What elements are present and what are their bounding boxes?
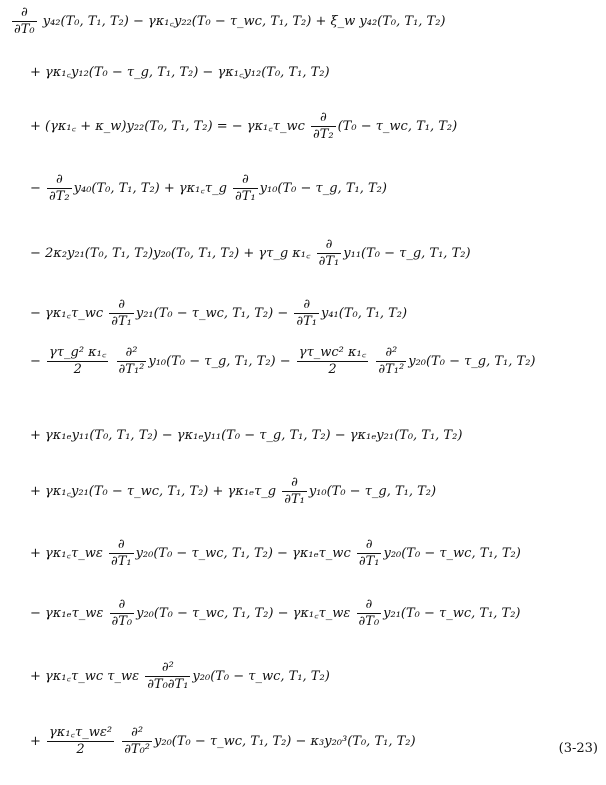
fraction-numerator: ∂ bbox=[109, 537, 134, 554]
equation-line bbox=[30, 345, 535, 378]
fraction bbox=[294, 297, 319, 330]
equation-line bbox=[30, 62, 330, 80]
fraction bbox=[282, 475, 307, 508]
fraction-denominator: ∂T₁ bbox=[284, 492, 305, 507]
fraction bbox=[357, 597, 382, 630]
equation-term: + bbox=[30, 734, 46, 749]
equation-term: y₂₀(T₀ − τ_wc, T₁, T₂) − γκ₁ₑτ_wc bbox=[135, 546, 355, 561]
equation-term bbox=[116, 734, 120, 749]
fraction-denominator: ∂T₀² bbox=[124, 742, 151, 757]
fraction-denominator: 2 bbox=[76, 742, 85, 757]
fraction bbox=[311, 110, 336, 143]
fraction-numerator: ∂ bbox=[357, 597, 382, 614]
fraction bbox=[47, 172, 72, 205]
equation-term: (T₀ − τ_wc, T₁, T₂) bbox=[337, 119, 458, 134]
fraction bbox=[47, 725, 114, 758]
fraction-denominator: ∂T₂ bbox=[49, 189, 70, 204]
fraction-denominator: ∂T₁ bbox=[235, 189, 256, 204]
equation-term: y₁₀(T₀ − τ_g, T₁, T₂) − bbox=[148, 354, 295, 369]
fraction-numerator: ∂² bbox=[117, 345, 147, 362]
equation-term bbox=[110, 354, 114, 369]
equation-line bbox=[30, 110, 457, 143]
equation-line bbox=[30, 297, 407, 330]
fraction bbox=[110, 597, 135, 630]
fraction-denominator: ∂T₁ bbox=[318, 254, 340, 269]
equation-term: + γκ₁ₑy₁₁(T₀, T₁, T₂) − γκ₁ₑy₁₁(T₀ − τ_g, T₁, T₂) − γκ₁ₑy₂₁(T₀, T₁, T₂) bbox=[30, 428, 463, 443]
equation-line bbox=[30, 597, 521, 630]
fraction-numerator: ∂ bbox=[110, 597, 135, 614]
fraction-numerator: ∂ bbox=[12, 5, 37, 22]
fraction-denominator: ∂T₁ bbox=[111, 314, 132, 329]
fraction bbox=[317, 237, 342, 270]
fraction-numerator: ∂ bbox=[317, 237, 342, 254]
equation-term: y₁₁(T₀ − τ_g, T₁, T₂) bbox=[343, 246, 471, 261]
equation-term: + γκ₁꜀y₂₁(T₀ − τ_wc, T₁, T₂) + γκ₁ₑτ_g bbox=[30, 484, 281, 499]
fraction-denominator: ∂T₁² bbox=[378, 362, 405, 377]
fraction-numerator: ∂² bbox=[122, 725, 152, 742]
equation-line bbox=[30, 428, 462, 443]
fraction-numerator: ∂² bbox=[145, 660, 190, 677]
fraction-numerator: ∂ bbox=[47, 172, 72, 189]
fraction-denominator: ∂T₀ bbox=[14, 22, 35, 37]
fraction bbox=[122, 725, 152, 758]
equation-number: (3-23) bbox=[558, 741, 598, 756]
fraction bbox=[233, 172, 258, 205]
equation-term: y₂₀(T₀ − τ_wc, T₁, T₂) − κ₃y₂₀³(T₀, T₁, T₂) bbox=[154, 734, 416, 749]
fraction-numerator: γτ_wc² κ₁꜀ bbox=[298, 345, 367, 360]
equation-line bbox=[10, 5, 446, 38]
fraction-numerator: ∂ bbox=[311, 110, 336, 127]
equation-term: y₂₀(T₀ − τ_wc, T₁, T₂) bbox=[383, 546, 521, 561]
fraction-numerator: ∂² bbox=[376, 345, 406, 362]
fraction-denominator: ∂T₁ bbox=[358, 554, 380, 569]
equation-term: − bbox=[30, 181, 46, 196]
fraction-denominator: ∂T₁ bbox=[296, 314, 317, 329]
equation-term: + γκ₁꜀y₁₂(T₀ − τ_g, T₁, T₂) − γκ₁꜀y₁₂(T₀, T₁, T₂) bbox=[30, 65, 330, 80]
fraction-denominator: 2 bbox=[328, 362, 337, 377]
equation-term: y₂₀(T₀ − τ_wc, T₁, T₂) bbox=[192, 669, 330, 684]
equation-term: y₂₁(T₀ − τ_wc, T₁, T₂) − bbox=[135, 306, 293, 321]
fraction-denominator: 2 bbox=[73, 362, 82, 377]
equation-term: y₁₀(T₀ − τ_g, T₁, T₂) bbox=[308, 484, 437, 499]
equation-term: − bbox=[30, 354, 46, 369]
fraction-denominator: ∂T₀∂T₁ bbox=[147, 677, 189, 692]
fraction bbox=[12, 5, 37, 38]
equation-term: + γκ₁꜀τ_wε bbox=[30, 546, 107, 561]
equation-term: + γκ₁꜀τ_wc τ_wε bbox=[30, 669, 144, 684]
equation-term bbox=[370, 354, 374, 369]
fraction bbox=[376, 345, 406, 378]
fraction-numerator: γτ_g² κ₁꜀ bbox=[49, 345, 107, 360]
equation-term: y₁₀(T₀ − τ_g, T₁, T₂) bbox=[259, 181, 387, 196]
equation-line bbox=[30, 475, 436, 508]
equation-line bbox=[30, 725, 416, 758]
equation-term: − 2κ₂y₂₁(T₀, T₁, T₂)y₂₀(T₀, T₁, T₂) + γτ_g κ₁꜀ bbox=[30, 246, 315, 261]
fraction-denominator: ∂T₀ bbox=[358, 614, 380, 629]
equation-term: y₂₀(T₀ − τ_wc, T₁, T₂) − γκ₁꜀τ_wε bbox=[136, 606, 355, 621]
fraction-denominator: ∂T₁² bbox=[118, 362, 145, 377]
equation-line bbox=[30, 537, 521, 570]
equation-line bbox=[30, 172, 387, 205]
equation-term: − γκ₁꜀τ_wc bbox=[30, 306, 108, 321]
equation-term: − γκ₁ₑτ_wε bbox=[30, 606, 108, 621]
equation-term: y₂₁(T₀ − τ_wc, T₁, T₂) bbox=[383, 606, 521, 621]
equation-term: y₄₂(T₀, T₁, T₂) − γκ₁꜀y₂₂(T₀ − τ_wc, T₁, T₂) + ξ_w y₄₂(T₀, T₁, T₂) bbox=[38, 14, 446, 29]
fraction-denominator: ∂T₂ bbox=[313, 127, 334, 142]
equation-term: y₂₀(T₀ − τ_g, T₁, T₂) bbox=[408, 354, 536, 369]
fraction bbox=[109, 297, 134, 330]
fraction bbox=[117, 345, 147, 378]
equation-term: y₄₁(T₀, T₁, T₂) bbox=[321, 306, 408, 321]
fraction-numerator: ∂ bbox=[282, 475, 307, 492]
equation-term: y₄₀(T₀, T₁, T₂) + γκ₁꜀τ_g bbox=[73, 181, 232, 196]
equation-term: + (γκ₁꜀ + κ_w)y₂₂(T₀, T₁, T₂) = − γκ₁꜀τ_wc bbox=[30, 119, 309, 134]
fraction-numerator: ∂ bbox=[109, 297, 134, 314]
fraction bbox=[109, 537, 134, 570]
fraction-numerator: ∂ bbox=[294, 297, 319, 314]
fraction bbox=[145, 660, 190, 693]
fraction bbox=[47, 345, 108, 378]
fraction bbox=[357, 537, 382, 570]
fraction-numerator: ∂ bbox=[357, 537, 382, 554]
fraction-numerator: ∂ bbox=[233, 172, 258, 189]
fraction-denominator: ∂T₁ bbox=[110, 554, 132, 569]
fraction-numerator: γκ₁꜀τ_wε² bbox=[49, 725, 113, 740]
fraction-denominator: ∂T₀ bbox=[111, 614, 133, 629]
equation-line bbox=[30, 237, 471, 270]
equation-line bbox=[30, 660, 330, 693]
fraction bbox=[297, 345, 368, 378]
